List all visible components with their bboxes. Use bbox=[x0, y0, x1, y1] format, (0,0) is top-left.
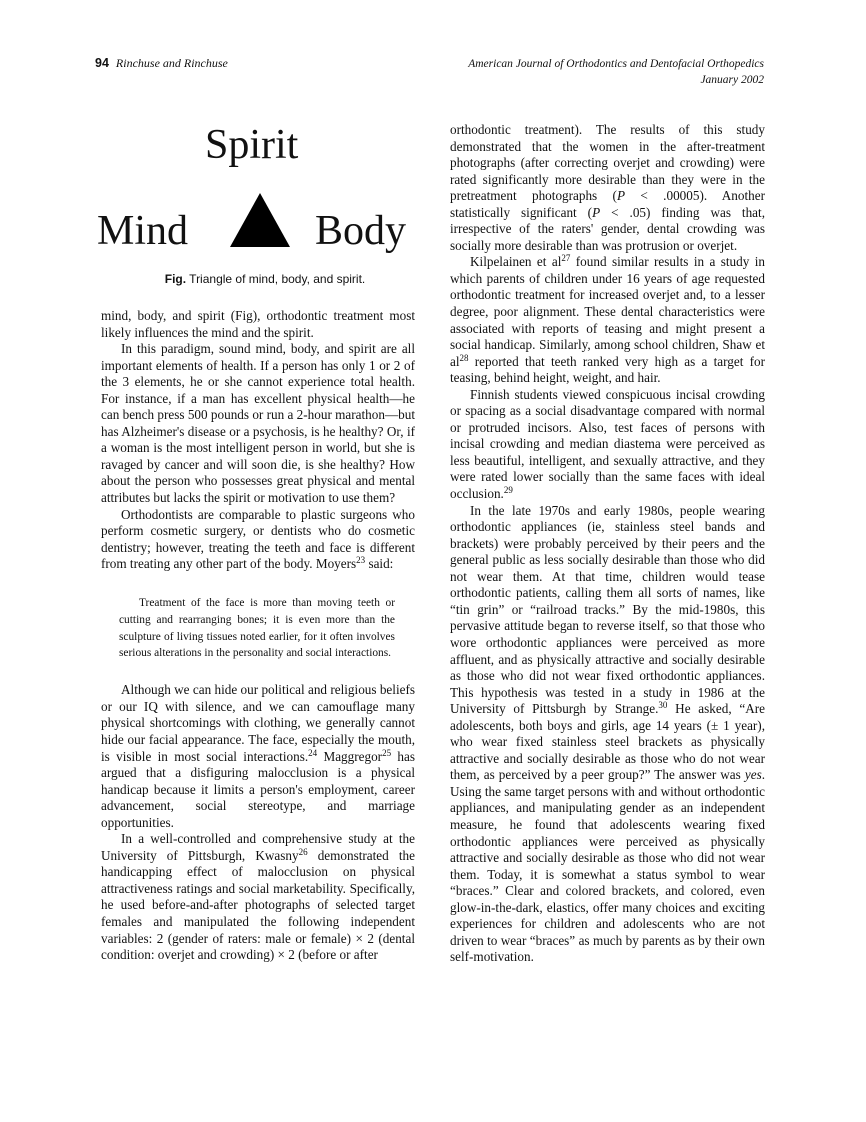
paragraph: orthodontic treatment). The results of this study demonstrated that the women in the after-treatment photographs (after correcting overjet and crowding) were rated significantly more desirable than they were in the pretreatment photographs (P < .00005). Another statistically significant (P < .05) finding was that, irrespective of the raters' gender, dental crowding was socially more desirable than was protrusion or overjet. bbox=[450, 122, 765, 253]
issue-date: January 2002 bbox=[700, 74, 764, 86]
paragraph: Although we can hide our political and religious beliefs or our IQ with silence, and we can camouflage many physical shortcomings with clothing, we generally cannot hide our facial appearance. The face, especially the mouth, is visible in most social interactions.$^{24}$ Maggregor$^{25}$ has argued that a disfiguring malocclusion is a physical handicap because it limits a person's employment, career advancement, social stereotype, and marriage opportunities. bbox=[101, 682, 415, 830]
figure-caption-text: Triangle of mind, body, and spirit. bbox=[186, 272, 366, 286]
citation-ref: 26 bbox=[298, 846, 308, 857]
paragraph: Orthodontists are comparable to plastic surgeons who perform cosmetic surgery, or dentists who do cosmetic dentistry; however, treating the teeth and face is different from treating any other part of the body. Moyers$^{23}$ said: bbox=[101, 506, 415, 572]
page-number: 94 bbox=[95, 56, 109, 70]
running-header-right bbox=[468, 56, 764, 88]
paragraph: In a well-controlled and comprehensive study at the University of Pittsburgh, Kwasny$^{26}$ demonstrated the handicapping effect of malocclusion on physical attractiveness ratings and social marketability. Specifically, he used before-and-after photographs of selected target females and manipulated the following independent variables: 2 (gender of raters: male or female) × 2 (dental condition: overjet and crowding) × 2 (before or after bbox=[101, 831, 416, 963]
quote-text: Treatment of the face is more than moving teeth or cutting and rearranging bones; it is even more than the sculpture of living tissues noted earlier, for it often involves serious alterations in the personality and social interactions. bbox=[119, 596, 395, 660]
citation-ref: 28 bbox=[459, 352, 469, 363]
figure-caption-label: Fig. bbox=[164, 272, 187, 286]
figure-caption bbox=[95, 272, 435, 286]
triangle-icon bbox=[230, 193, 290, 247]
right-column bbox=[450, 122, 765, 966]
citation-ref: 30 bbox=[658, 700, 668, 711]
paragraph: Kilpelainen et $al^{27}$ found similar results in a study in which parents of children under 16 years of age requested orthodontic treatment for increased overjet and, to a lesser degree, poor alignment. These dental characteristics were associated with reports of teasing and might present a social handicap. Similarly, among school children, Shaw et $al^{28}$ reported that teeth ranked very high as a target for teasing, behind height, weight, and hair. bbox=[450, 253, 765, 386]
running-header-left bbox=[95, 56, 228, 71]
citation-ref: 25 bbox=[382, 747, 392, 758]
figure-mind-body-spirit bbox=[95, 115, 420, 295]
paragraph: In the late 1970s and early 1980s, people wearing orthodontic appliances (ie, stainless steel bands and brackets) were probably perceived by their peers and the general public as less socially desirable than those who did not wear them. At that time, children would tease orthodontic patients, calling them all sorts of names, like “tin grin” or “railroad tracks.” By the mid-1980s, this pervasive attitude began to reverse itself, so that those who wore orthodontic appliances were perceived as more affluent, and as physically attractive and socially desirable as those who did not wear fixed orthodontic appliances. This hypothesis was tested in a study in 1986 at the University of Pittsburgh by Strange.$^{30}$ He asked, “Are adolescents, both boys and girls, age 14 years (± 1 year), who wear fixed stainless steel brackets as physically attractive and socially desirable as those who do not wear them, as perceived by a peer group?” The answer was yes. Using the same target persons with and without orthodontic appliances, and manipulating gender as an independent measure, he found that adolescents wearing fixed orthodontic appliances were perceived as physically attractive and socially desirable as those who did not wear them. Today, it is somewhat a status symbol to wear “braces.” Clear and colored brackets, and colored, even glow-in-the-dark, elastics, offer many choices and exciting experiences for children and adolescents who are not driven to wear “braces” as much by parents as by their own self-motivation. bbox=[450, 502, 765, 965]
figure-label-body: Body bbox=[315, 208, 407, 254]
journal-title: American Journal of Orthodontics and Dentofacial Orthopedics bbox=[468, 58, 764, 70]
citation-ref: 24 bbox=[308, 747, 318, 758]
citation-ref: 29 bbox=[503, 485, 513, 496]
paragraph: In this paradigm, sound mind, body, and spirit are all important elements of health. If a person has only 1 or 2 of the 3 elements, he or she cannot experience total health. For instance, if a man has excellent physical health—he can bench press 500 pounds or run a 2-hour marathon—but has Alzheimer's disease or a psychosis, is he healthy? Or, if a woman is the most intelligent person in world, but she is ravaged by cancer and will soon die, is she healthy? How about the person who possesses great physical and mental attributes but lacks the spirit or motivation to use them? bbox=[101, 341, 415, 506]
figure-label-spirit: Spirit bbox=[205, 122, 299, 168]
figure-label-mind: Mind bbox=[97, 208, 189, 254]
paragraph: Finnish students viewed conspicuous incisal crowding or spacing as a social disadvantage compared with normal or protruded incisors. Also, test faces of persons with incisal crowding and median diastema were perceived as less beautiful, intelligent, and sexually attractive, and they were rated lower socially than the same faces with ideal occlusion.$^{29}$ bbox=[450, 386, 765, 502]
left-column bbox=[101, 308, 415, 964]
block-quote bbox=[101, 595, 415, 663]
citation-ref: 27 bbox=[561, 253, 571, 264]
paragraph: mind, body, and spirit (Fig), orthodontic treatment most likely influences the mind and the spirit. bbox=[101, 308, 415, 340]
running-authors: Rinchuse and Rinchuse bbox=[115, 56, 228, 70]
citation-ref: 23 bbox=[356, 555, 366, 566]
